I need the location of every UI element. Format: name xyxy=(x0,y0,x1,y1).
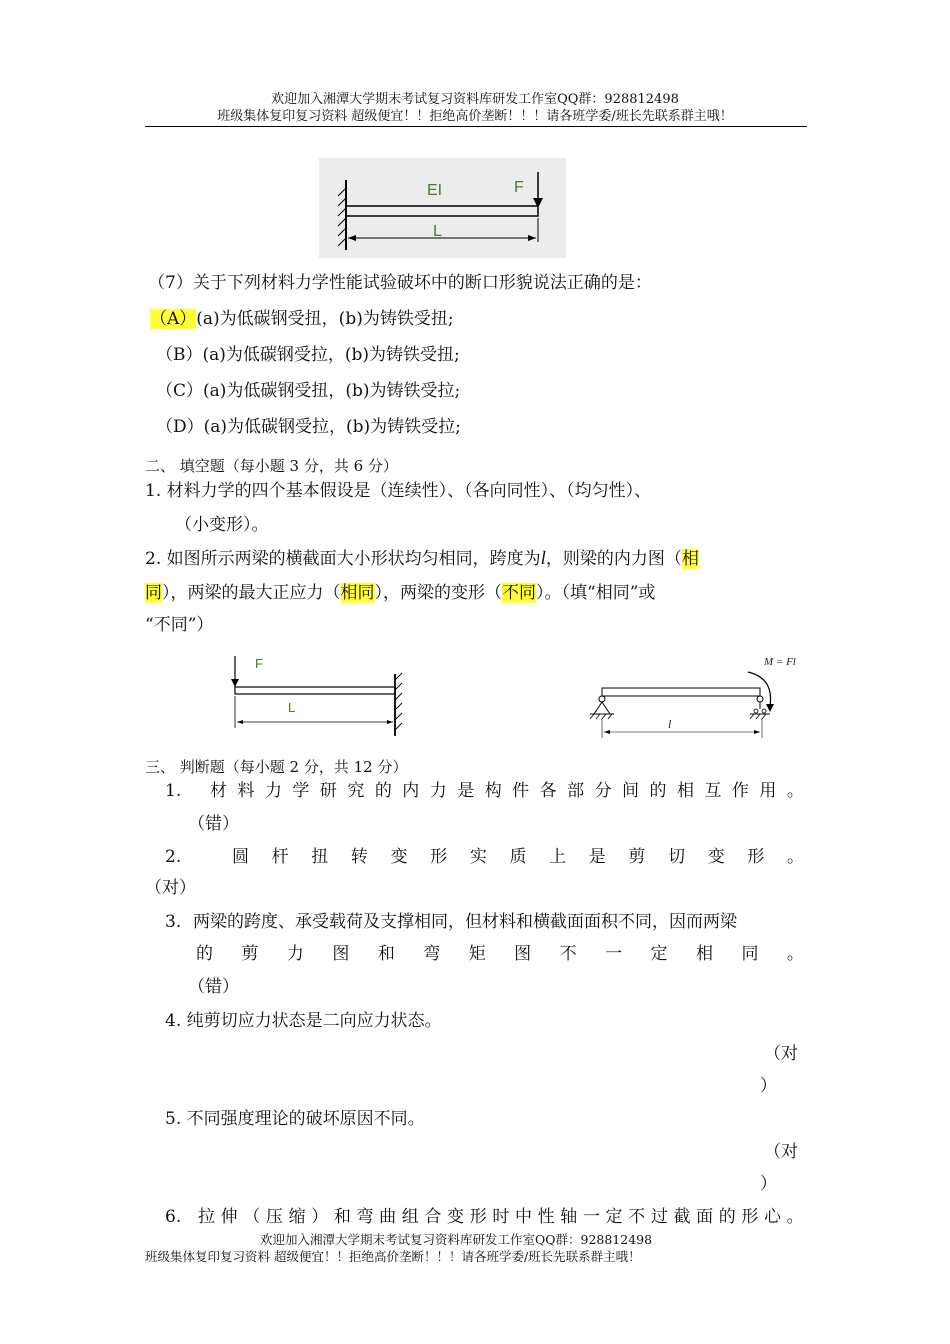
statement-char: 力 xyxy=(264,781,282,801)
statement-char: 不 xyxy=(628,1207,646,1227)
statement-char: 曲 xyxy=(379,1207,397,1227)
section2-q2-answer2: 相同 xyxy=(340,583,375,603)
statement-char: 料 xyxy=(237,781,255,801)
statement-char: 杆 xyxy=(271,847,289,867)
statement-char: 性 xyxy=(537,1207,555,1227)
q7-option-c xyxy=(156,380,460,402)
statement-char: 轴 xyxy=(560,1207,578,1227)
statement-char: 各 xyxy=(539,781,557,801)
section3-q5: 5. 不同强度理论的破坏原因不同。 xyxy=(165,1109,425,1129)
statement-char: 形 xyxy=(747,847,765,867)
section3-q1-number: 1. xyxy=(165,781,182,801)
statement-char: 部 xyxy=(567,781,585,801)
statement-char: 变 xyxy=(707,847,725,867)
statement-char: 合 xyxy=(424,1207,442,1227)
statement-char: 矩 xyxy=(468,944,486,964)
left-cantilever-diagram xyxy=(222,652,412,740)
statement-char: 的 xyxy=(649,781,667,801)
statement-char: 互 xyxy=(704,781,722,801)
q7-option-d xyxy=(156,416,461,438)
section2-q2-span-symbol: l xyxy=(540,548,546,569)
statement-char: 的 xyxy=(196,944,213,964)
statement-char: 相 xyxy=(676,781,694,801)
statement-char: 质 xyxy=(509,847,527,867)
section3-q4-answer-open: （对 xyxy=(764,1044,798,1064)
header-line-1: 欢迎加入湘潭大学期末考试复习资料库研发工作室QQ群：928812498 xyxy=(271,92,679,107)
section2-q2-line1 xyxy=(145,548,807,570)
statement-char: 组 xyxy=(401,1207,419,1227)
section2-q2-text-a: 2. 如图所示两梁的横截面大小形状均匀相同，跨度为 xyxy=(145,549,541,569)
statement-char: 分 xyxy=(594,781,612,801)
statement-char: 图 xyxy=(332,944,350,964)
statement-char: 面 xyxy=(696,1207,714,1227)
figure-right-simply-supported xyxy=(588,648,808,742)
statement-char: 上 xyxy=(549,847,567,867)
section3-q3-line1: 两梁的跨度、承受载荷及支撑相同，但材料和横截面面积不同，因而两梁 xyxy=(193,912,737,932)
section2-q2-line2 xyxy=(145,582,807,604)
statement-char: 。 xyxy=(786,847,804,867)
statement-char: 学 xyxy=(292,781,310,801)
statement-char: 中 xyxy=(514,1207,532,1227)
statement-char: 定 xyxy=(605,1207,623,1227)
q7-stem: （7）关于下列材料力学性能试验破坏中的断口形貌说法正确的是： xyxy=(148,273,652,293)
figure1-label-l: L xyxy=(433,223,442,240)
section3-q6-statement xyxy=(198,1206,804,1228)
section3-q5-answer-open: （对 xyxy=(764,1142,798,1162)
statement-char: 的 xyxy=(718,1207,736,1227)
statement-char: （ xyxy=(243,1207,261,1227)
statement-char: 形 xyxy=(430,847,448,867)
q7-option-b-key: （B） xyxy=(156,345,203,365)
statement-char: 缩 xyxy=(288,1207,306,1227)
q7-option-b xyxy=(156,344,460,366)
q7-option-b-text: (a)为低碳钢受拉，(b)为铸铁受扭; xyxy=(202,345,460,365)
section2-q1-line2: （小变形）。 xyxy=(175,515,269,535)
section2-q2-text-b: ，则梁的内力图（ xyxy=(545,549,682,569)
section3-q3-answer: （错） xyxy=(188,977,239,997)
statement-char: 转 xyxy=(350,847,368,867)
statement-char: 剪 xyxy=(628,847,646,867)
statement-char: 压 xyxy=(265,1207,283,1227)
section2-q2-line3: “不同”） xyxy=(145,615,214,635)
statement-char: 变 xyxy=(447,1207,465,1227)
figure-left-cantilever xyxy=(222,652,412,740)
figure2-left-label-f: F xyxy=(255,656,263,671)
statement-char: 扭 xyxy=(311,847,329,867)
statement-char: 用 xyxy=(759,781,777,801)
figure2-right-label-l: l xyxy=(668,717,672,731)
cantilever-diagram xyxy=(319,158,566,258)
section3-q3-line2 xyxy=(196,943,804,965)
statement-char: 弯 xyxy=(356,1207,374,1227)
section2-q2-answer3: 不同 xyxy=(502,583,536,603)
statement-char: 切 xyxy=(668,847,686,867)
footer-line-2: 班级集体复印复习资料 超级便宜！！拒绝高价垄断！！！请各班学委/班长先联系群主哦！ xyxy=(145,1249,641,1264)
statement-char: 力 xyxy=(429,781,447,801)
statement-char: 件 xyxy=(512,781,530,801)
statement-char: 和 xyxy=(377,944,395,964)
statement-char: 变 xyxy=(390,847,408,867)
figure2-left-label-l: L xyxy=(288,700,296,715)
statement-char: 一 xyxy=(582,1207,600,1227)
q7-option-d-key: （D） xyxy=(156,417,204,437)
statement-char: 拉 xyxy=(198,1207,215,1227)
section3-q5-answer-close: ） xyxy=(760,1174,777,1194)
footer-line-1: 欢迎加入湘潭大学期末考试复习资料库研发工作室QQ群：928812498 xyxy=(260,1232,653,1247)
statement-char: 间 xyxy=(622,781,640,801)
figure-cantilever xyxy=(319,158,566,258)
q7-option-c-key: （C） xyxy=(156,381,204,401)
figure1-label-ei: EI xyxy=(427,182,443,199)
statement-char: 时 xyxy=(492,1207,510,1227)
statement-char: 实 xyxy=(469,847,487,867)
statement-char: 一 xyxy=(605,944,623,964)
statement-char: 。 xyxy=(786,944,804,964)
simply-supported-diagram xyxy=(588,648,808,742)
section3-q2-statement xyxy=(232,846,804,868)
section2-q2-answer1-part2: 同 xyxy=(145,583,162,603)
statement-char: 伸 xyxy=(220,1207,238,1227)
figure2-right-label-m: M = Fl xyxy=(764,656,796,668)
section2-q1-line1: 1. 材料力学的四个基本假设是（连续性）、（各向同性）、（均匀性）、 xyxy=(145,481,652,501)
q7-option-a-text: (a)为低碳钢受扭，(b)为铸铁受扭; xyxy=(196,309,454,329)
section2-q2-text-d: ），两梁的变形（ xyxy=(374,583,502,603)
statement-char: 。 xyxy=(786,1207,804,1227)
section2-q2-text-c: ），两梁的最大正应力（ xyxy=(162,583,341,603)
statement-char: 形 xyxy=(741,1207,759,1227)
statement-char: 图 xyxy=(514,944,532,964)
section3-q3-number: 3. xyxy=(165,912,182,932)
figure1-label-f: F xyxy=(514,179,524,196)
section2-q2-answer1-part1: 相 xyxy=(681,549,699,569)
section3-q4: 4. 纯剪切应力状态是二向应力状态。 xyxy=(165,1011,442,1031)
statement-char: 定 xyxy=(650,944,668,964)
statement-char: 究 xyxy=(347,781,365,801)
statement-char: 的 xyxy=(374,781,392,801)
section3-q1-statement xyxy=(210,780,804,802)
statement-char: 是 xyxy=(588,847,606,867)
header-line-2: 班级集体复印复习资料 超级便宜！！拒绝高价垄断！！！请各班学委/班长先联系群主哦！ xyxy=(217,109,733,124)
statement-char: ） xyxy=(311,1207,329,1227)
statement-char: 不 xyxy=(559,944,577,964)
section2-title: 二、 填空题（每小题 3 分，共 6 分） xyxy=(145,457,398,475)
statement-char: 构 xyxy=(484,781,502,801)
statement-char: 力 xyxy=(286,944,304,964)
statement-char: 形 xyxy=(469,1207,487,1227)
q7-option-c-text: (a)为低碳钢受扭，(b)为铸铁受拉; xyxy=(203,381,461,401)
statement-char: 同 xyxy=(741,944,759,964)
q7-option-a xyxy=(150,308,454,330)
section3-q1-answer: （错） xyxy=(188,814,239,834)
header-rule xyxy=(145,126,807,127)
statement-char: 相 xyxy=(695,944,713,964)
section3-q4-answer-close: ） xyxy=(760,1076,777,1096)
statement-char: 是 xyxy=(457,781,475,801)
section3-title: 三、 判断题（每小题 2 分，共 12 分） xyxy=(145,758,408,776)
statement-char: 心 xyxy=(764,1207,782,1227)
statement-char: 圆 xyxy=(232,847,249,867)
section3-q2-answer: （对） xyxy=(145,878,196,898)
statement-char: 作 xyxy=(731,781,749,801)
statement-char: 截 xyxy=(673,1207,691,1227)
statement-char: 材 xyxy=(210,781,227,801)
section3-q2-number: 2. xyxy=(165,847,182,867)
statement-char: 过 xyxy=(650,1207,668,1227)
statement-char: 研 xyxy=(319,781,337,801)
statement-char: 剪 xyxy=(241,944,259,964)
q7-option-d-text: (a)为低碳钢受拉，(b)为铸铁受拉; xyxy=(203,417,461,437)
section2-q2-text-e: ）。（填“相同”或 xyxy=(536,583,656,603)
statement-char: 和 xyxy=(333,1207,351,1227)
q7-option-a-key: （A） xyxy=(150,309,197,329)
statement-char: 。 xyxy=(786,781,804,801)
statement-char: 弯 xyxy=(423,944,441,964)
statement-char: 内 xyxy=(402,781,420,801)
section3-q6-number: 6. xyxy=(165,1207,182,1227)
